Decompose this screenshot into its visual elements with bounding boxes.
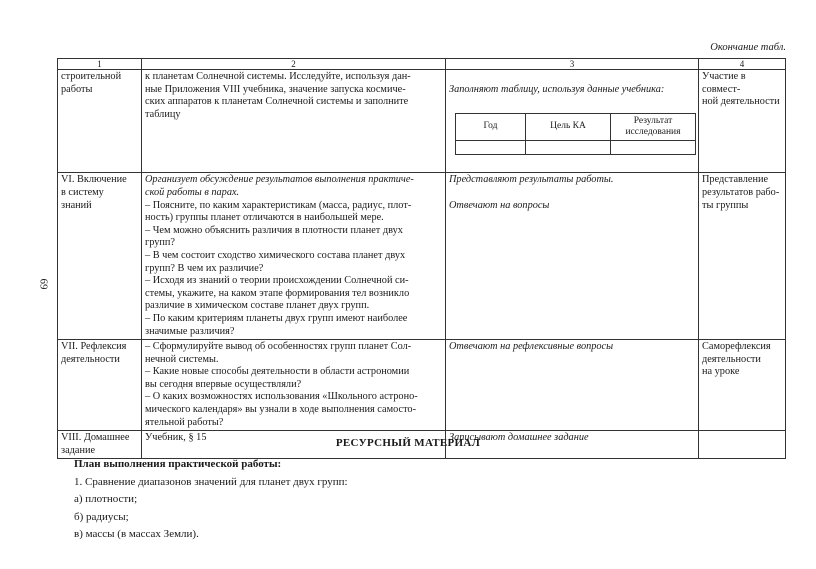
teacher-activity-intro: Организует обсуждение результатов выполнения практиче- ской работы в парах.	[145, 174, 414, 198]
page-number: 69	[37, 278, 50, 290]
plan-item: 1. Сравнение диапазонов значений для планет двух групп:	[74, 475, 348, 488]
table-row	[58, 70, 786, 173]
column-number: 1	[58, 59, 142, 70]
plan-title: План выполнения практической работы:	[74, 458, 282, 470]
inner-empty-cell	[456, 140, 526, 154]
teacher-activity-questions: – Поясните, по каким характеристикам (масса, радиус, плот- ность) группы планет отличаются в наибольшей мере. – Чем можно объяснить различия в плотности планет двух групп? – В чем состоит сходство химического состава планет двух групп? В чем их различие? – Исходя из знаний о теории происхождении Солнечной си- стемы, укажите, на каком этапе формирования тел возникло различие в химическом составе планет двух групп. – По каким критериям планеты двух групп имеют наиболее значимые различия?	[145, 199, 412, 337]
student-activity-cell: Представляют результаты работы. Отвечают на вопросы	[446, 173, 699, 340]
plan-item: в) массы (в массах Земли).	[74, 528, 199, 540]
inner-header-cell: Результат исследования	[611, 113, 696, 140]
column-number: 3	[446, 59, 699, 70]
plan-item: а) плотности;	[74, 493, 138, 505]
lesson-table	[57, 58, 786, 459]
column-number: 4	[699, 59, 786, 70]
inner-header-cell: Цель КА	[526, 113, 611, 140]
student-activity-text: Заполняют таблицу, используя данные учебника:	[449, 83, 665, 95]
student-activity-cell	[446, 70, 699, 173]
stage-cell: VII. Рефлексия деятельности	[58, 340, 142, 431]
plan-section	[74, 456, 348, 544]
result-cell: Саморефлексия деятельности на уроке	[699, 340, 786, 431]
inner-empty-cell	[611, 140, 696, 154]
teacher-activity-cell: – Сформулируйте вывод об особенностях групп планет Сол- нечной системы. – Какие новые способы деятельности в области астрономии вы сегодня впервые осуществляли? – О каких возможностях использования «Школьного астроно- мического календаря» вы узнали в ходе выполнения самосто- ятельной работы?	[142, 340, 446, 431]
plan-item: б) радиусы;	[74, 510, 129, 523]
table-row	[58, 173, 786, 340]
result-cell: Участие в совмест- ной деятельности	[699, 70, 786, 173]
column-number-row	[58, 59, 786, 70]
inner-fill-table	[455, 113, 696, 155]
teacher-activity-cell: к планетам Солнечной системы. Исследуйте, используя дан- ные Приложения VIII учебника, значение запуска космиче- ских аппаратов к планетам Солнечной системы и заполните таблицу	[142, 70, 446, 173]
inner-empty-row	[456, 140, 696, 154]
inner-header-row	[456, 113, 696, 140]
student-activity-cell: Записывают домашнее задание	[446, 431, 699, 459]
inner-header-cell: Год	[456, 113, 526, 140]
stage-cell: VIII. Домашнее задание	[58, 431, 142, 459]
stage-cell: строительной работы	[58, 70, 142, 173]
column-number: 2	[142, 59, 446, 70]
table-continuation-label: Окончание табл.	[710, 42, 786, 53]
result-cell: Представление результатов рабо- ты группы	[699, 173, 786, 340]
student-activity-cell: Отвечают на рефлексивные вопросы	[446, 340, 699, 431]
resource-title: РЕСУРСНЫЙ МАТЕРИАЛ	[335, 437, 481, 449]
teacher-activity-cell	[142, 173, 446, 340]
stage-cell: VI. Включение в систему знаний	[58, 173, 142, 340]
teacher-activity-cell: Учебник, § 15	[142, 431, 446, 459]
inner-empty-cell	[526, 140, 611, 154]
table-row	[58, 340, 786, 431]
